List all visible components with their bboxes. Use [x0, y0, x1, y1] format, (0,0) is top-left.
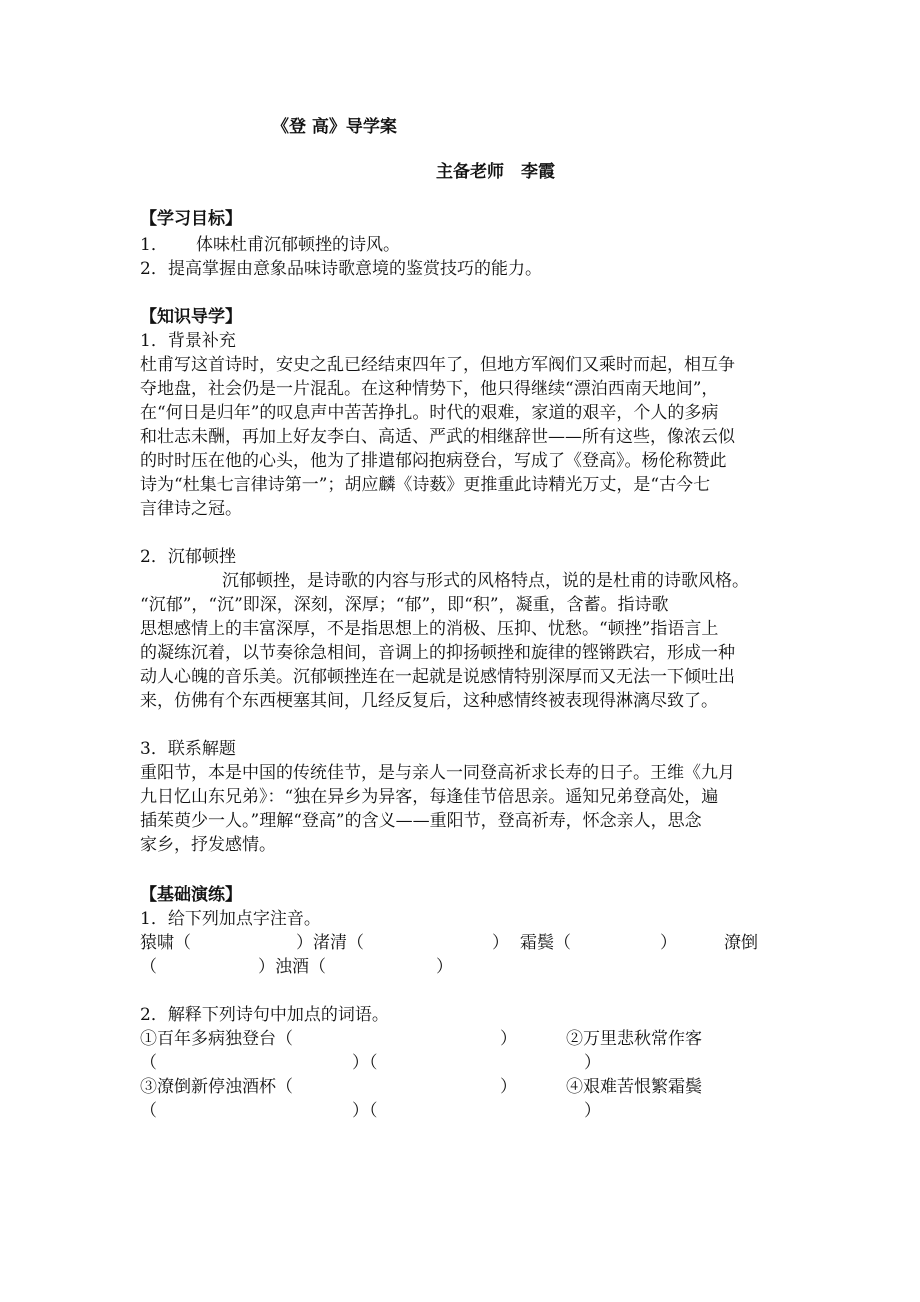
- phrase-blank-close: ）: [584, 1101, 601, 1121]
- pinyin-blank-close: ）: [660, 933, 677, 953]
- phrase-item-left: ③潦倒新停浊酒杯（: [140, 1077, 293, 1097]
- paragraph-line: 来，仿佛有个东西梗塞其间，几经反复后，这种感情终被表现得淋漓尽致了。: [140, 691, 718, 711]
- section-title-style: 2．沉郁顿挫: [140, 547, 236, 567]
- paragraph-line: 思想感情上的丰富深厚，不是指思想上的消极、压抑、忧愁。“顿挫”指语言上: [140, 619, 719, 639]
- goals-heading: 【学习目标】: [140, 209, 242, 229]
- knowledge-heading: 【知识导学】: [140, 307, 242, 327]
- goal-2-num: 2．: [140, 259, 168, 279]
- pinyin-blank-open: （: [140, 957, 157, 977]
- paragraph-line: 动人心魄的音乐美。沉郁顿挫连在一起就是说感情特别深厚而又无法一下倾吐出: [140, 667, 735, 687]
- phrase-blank-close: ）: [584, 1053, 601, 1073]
- goal-2-text: 提高掌握由意象品味诗歌意境的鉴赏技巧的能力。: [168, 259, 542, 279]
- phrase-blank-middle: ）（: [352, 1053, 378, 1073]
- phrase-blank-middle: ）（: [352, 1101, 378, 1121]
- practice-heading: 【基础演练】: [140, 885, 242, 905]
- pinyin-blank-close: ）: [492, 933, 509, 953]
- author-line: 主备老师 李霞: [436, 162, 555, 182]
- document-title: 《登 高》导学案: [272, 117, 397, 137]
- paragraph-line: 重阳节，本是中国的传统佳节，是与亲人一同登高祈求长寿的日子。王维《九月: [140, 763, 735, 783]
- paragraph-line: 杜甫写这首诗时，安史之乱已经结束四年了，但地方军阀们又乘时而起，相互争: [140, 355, 735, 375]
- phrase-item-left: ①百年多病独登台（: [140, 1029, 293, 1049]
- paragraph-line: 诗为“杜集七言律诗第一”；胡应麟《诗薮》更推重此诗精光万丈，是“古今七: [140, 475, 711, 495]
- phrase-blank-open: （: [140, 1101, 157, 1121]
- paragraph-line: 夺地盘，社会仍是一片混乱。在这种情势下，他只得继续“漂泊西南天地间”，: [140, 379, 719, 399]
- pinyin-item: 猿啸（: [140, 933, 191, 953]
- pinyin-item: 潦倒: [724, 933, 758, 953]
- question-1-prompt: 1．给下列加点字注音。: [140, 909, 321, 929]
- paragraph-line: 在“何日是归年”的叹息声中苦苦挣扎。时代的艰难，家道的艰辛，个人的多病: [140, 403, 719, 423]
- pinyin-item: ）浊酒（: [258, 957, 326, 977]
- paragraph-line: 的凝练沉着，以节奏徐急相间，音调上的抑扬顿挫和旋律的铿锵跌宕，形成一种: [140, 643, 735, 663]
- phrase-blank-close: ）: [500, 1029, 517, 1049]
- section-title-topic: 3．联系解题: [140, 739, 236, 759]
- paragraph-line: 言律诗之冠。: [140, 499, 242, 519]
- phrase-blank-open: （: [140, 1053, 157, 1073]
- pinyin-blank-close: ）: [436, 957, 453, 977]
- paragraph-line: 家乡，抒发感情。: [140, 835, 276, 855]
- paragraph-line: 的时时压在他的心头，他为了排遣郁闷抱病登台，写成了《登高》。杨伦称赞此: [140, 451, 727, 471]
- paragraph-line: 和壮志未酬，再加上好友李白、高适、严武的相继辞世——所有这些，像浓云似: [140, 427, 735, 447]
- paragraph-line: 沉郁顿挫，是诗歌的内容与形式的风格特点，说的是杜甫的诗歌风格。: [222, 571, 749, 591]
- phrase-item-right: ②万里悲秋常作客: [566, 1029, 702, 1049]
- goal-1-num: 1．: [140, 235, 168, 255]
- phrase-item-right: ④艰难苦恨繁霜鬓: [566, 1077, 702, 1097]
- section-title-background: 1．背景补充: [140, 331, 236, 351]
- question-2-prompt: 2．解释下列诗句中加点的词语。: [140, 1005, 389, 1025]
- paragraph-line: 插茱萸少一人。”理解“登高”的含义——重阳节，登高祈寿，怀念亲人，思念: [140, 811, 702, 831]
- pinyin-item: ）渚清（: [296, 933, 364, 953]
- goal-1-text: 体味杜甫沉郁顿挫的诗风。: [196, 235, 400, 255]
- phrase-blank-close: ）: [500, 1077, 517, 1097]
- pinyin-item: 霜鬓（: [520, 933, 571, 953]
- paragraph-line: “沉郁”，“沉”即深，深刻，深厚；“郁”，即“积”，凝重，含蓄。指诗歌: [140, 595, 669, 615]
- paragraph-line: 九日忆山东兄弟》：“独在异乡为异客，每逢佳节倍思亲。遥知兄弟登高处，遍: [140, 787, 719, 807]
